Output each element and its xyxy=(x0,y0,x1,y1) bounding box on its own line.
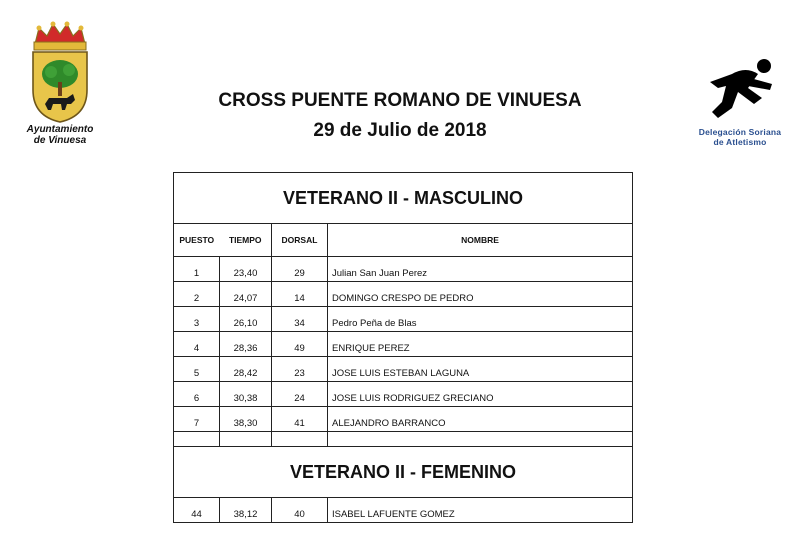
section-heading: VETERANO II - FEMENINO xyxy=(174,447,633,498)
delegacion-logo xyxy=(688,58,792,148)
column-header-tiempo: TIEMPO xyxy=(220,224,272,257)
column-header-puesto: PUESTO xyxy=(174,224,220,257)
cell-dorsal: 41 xyxy=(272,407,328,432)
cell-puesto: 5 xyxy=(174,357,220,382)
column-header-dorsal: DORSAL xyxy=(272,224,328,257)
column-header-row xyxy=(174,224,633,257)
table-row xyxy=(174,382,633,407)
empty-cell xyxy=(174,432,220,447)
cell-puesto: 44 xyxy=(174,498,220,523)
cell-tiempo: 28,42 xyxy=(220,357,272,382)
logo-caption-line1: Delegación Soriana xyxy=(698,127,782,137)
cell-puesto: 6 xyxy=(174,382,220,407)
empty-cell xyxy=(220,432,272,447)
table-row xyxy=(174,407,633,432)
table-row xyxy=(174,332,633,357)
cell-puesto: 1 xyxy=(174,257,220,282)
cell-dorsal: 49 xyxy=(272,332,328,357)
coat-of-arms-icon xyxy=(27,20,93,124)
cell-nombre: ALEJANDRO BARRANCO xyxy=(328,407,633,432)
page-title: CROSS PUENTE ROMANO DE VINUESA xyxy=(218,90,582,111)
results-table xyxy=(173,172,633,523)
table-row xyxy=(174,307,633,332)
logo-caption-line2: de Vinuesa xyxy=(33,135,87,146)
cell-nombre: DOMINGO CRESPO DE PEDRO xyxy=(328,282,633,307)
cell-nombre: Julian San Juan Perez xyxy=(328,257,633,282)
ayuntamiento-logo xyxy=(14,20,106,160)
column-header-nombre: NOMBRE xyxy=(328,224,633,257)
cell-tiempo: 38,12 xyxy=(220,498,272,523)
table-row xyxy=(174,257,633,282)
cell-nombre: Pedro Peña de Blas xyxy=(328,307,633,332)
event-date: 29 de Julio de 2018 xyxy=(313,120,487,141)
cell-tiempo: 24,07 xyxy=(220,282,272,307)
cell-tiempo: 26,10 xyxy=(220,307,272,332)
cell-dorsal: 29 xyxy=(272,257,328,282)
logo-caption-line1: Ayuntamiento xyxy=(26,124,94,135)
cell-dorsal: 24 xyxy=(272,382,328,407)
cell-puesto: 4 xyxy=(174,332,220,357)
cell-dorsal: 34 xyxy=(272,307,328,332)
cell-nombre: JOSE LUIS ESTEBAN LAGUNA xyxy=(328,357,633,382)
cell-tiempo: 28,36 xyxy=(220,332,272,357)
table-row xyxy=(174,357,633,382)
cell-puesto: 3 xyxy=(174,307,220,332)
empty-cell xyxy=(272,432,328,447)
cell-dorsal: 40 xyxy=(272,498,328,523)
empty-row xyxy=(174,432,633,447)
cell-dorsal: 14 xyxy=(272,282,328,307)
table-row xyxy=(174,282,633,307)
section-heading-row xyxy=(174,173,633,224)
cell-tiempo: 23,40 xyxy=(220,257,272,282)
cell-nombre: JOSE LUIS RODRIGUEZ GRECIANO xyxy=(328,382,633,407)
cell-puesto: 7 xyxy=(174,407,220,432)
cell-nombre: ISABEL LAFUENTE GOMEZ xyxy=(328,498,633,523)
cell-tiempo: 30,38 xyxy=(220,382,272,407)
runner-icon xyxy=(688,58,792,122)
section-heading: VETERANO II - MASCULINO xyxy=(174,173,633,224)
section-heading-row xyxy=(174,447,633,498)
cell-tiempo: 38,30 xyxy=(220,407,272,432)
cell-puesto: 2 xyxy=(174,282,220,307)
cell-dorsal: 23 xyxy=(272,357,328,382)
cell-nombre: ENRIQUE PEREZ xyxy=(328,332,633,357)
table-row xyxy=(174,498,633,523)
empty-cell xyxy=(328,432,633,447)
logo-caption-line2: de Atletismo xyxy=(713,137,767,147)
